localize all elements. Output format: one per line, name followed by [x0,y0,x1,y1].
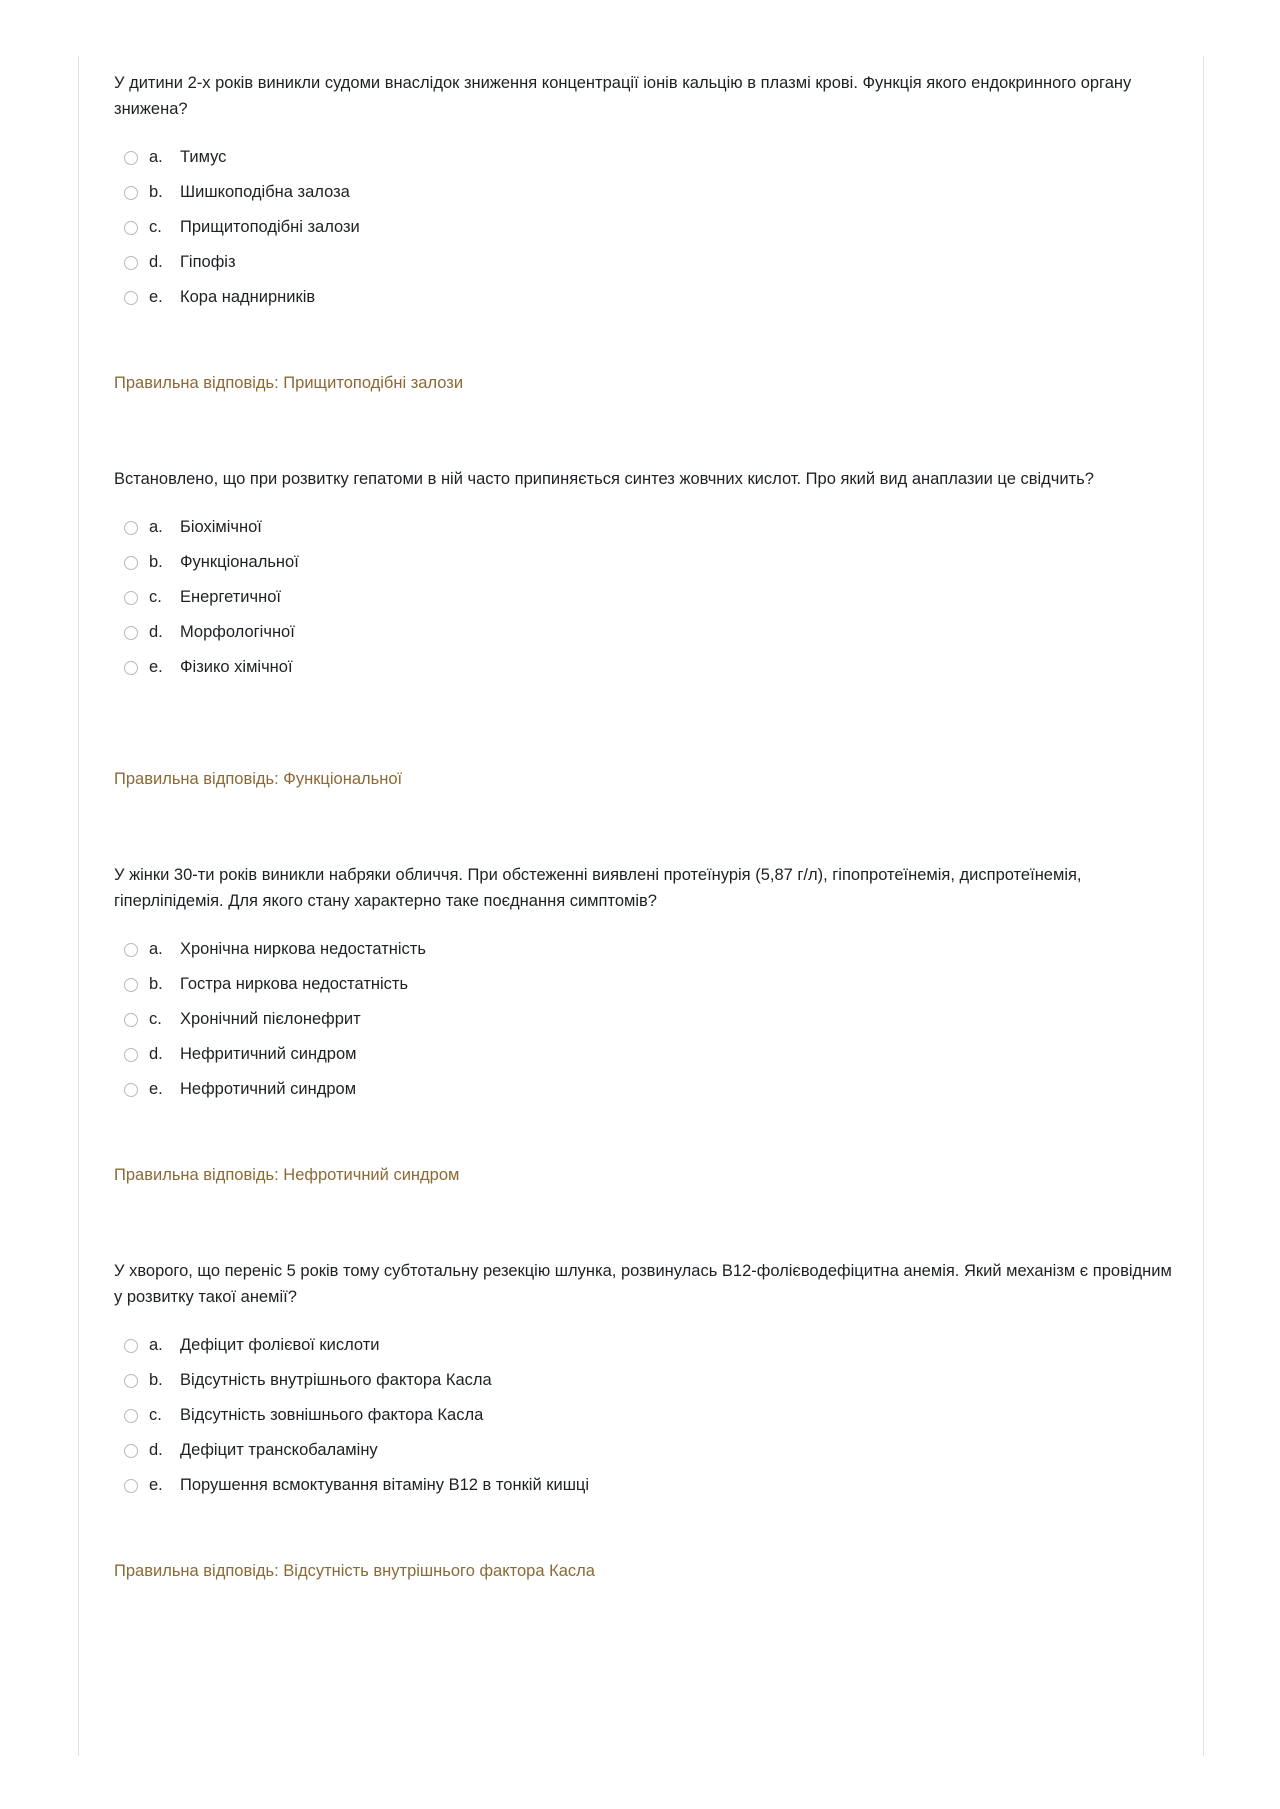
question-block [114,466,1174,862]
answer-list [114,140,1174,315]
quiz-review [114,70,1174,1654]
answer-letter: d. [149,623,163,641]
answer-label: Хронічна ниркова недостатність [180,940,426,958]
radio-button[interactable] [124,1083,138,1097]
radio-button[interactable] [124,1444,138,1458]
answer-option[interactable] [114,967,1174,1002]
answer-label: Біохімічної [180,518,262,536]
answer-letter: b. [149,553,163,571]
answer-option[interactable] [114,510,1174,545]
radio-button[interactable] [124,256,138,270]
answer-option[interactable] [114,1398,1174,1433]
answer-letter: e. [149,1476,163,1494]
question-text: Встановлено, що при розвитку гепатоми в ній часто припиняється синтез жовчних кислот. Про який вид анаплазии це свідчить? [114,470,1094,488]
answer-letter: e. [149,1080,163,1098]
correct-answer-feedback: Правильна відповідь: Відсутність внутрішнього фактора Касла [114,1562,595,1580]
radio-button[interactable] [124,151,138,165]
radio-button[interactable] [124,1374,138,1388]
correct-answer-feedback: Правильна відповідь: Прищитоподібні залози [114,374,464,392]
answer-option[interactable] [114,1433,1174,1468]
answer-letter: a. [149,1336,163,1354]
answer-option[interactable] [114,615,1174,650]
radio-button[interactable] [124,978,138,992]
answer-letter: b. [149,975,163,993]
answer-option[interactable] [114,140,1174,175]
answer-option[interactable] [114,650,1174,685]
radio-button[interactable] [124,1339,138,1353]
answer-option[interactable] [114,1328,1174,1363]
answer-letter: e. [149,658,163,676]
answer-letter: d. [149,253,163,271]
answer-option[interactable] [114,245,1174,280]
radio-button[interactable] [124,1048,138,1062]
radio-button[interactable] [124,1013,138,1027]
answer-label: Відсутність внутрішнього фактора Касла [180,1371,492,1389]
answer-label: Гіпофіз [180,253,236,271]
radio-button[interactable] [124,661,138,675]
answer-label: Дефіцит фолієвої кислоти [180,1336,380,1354]
answer-label: Порушення всмоктування вітаміну В12 в тонкій кишці [180,1476,590,1494]
radio-button[interactable] [124,291,138,305]
answer-list [114,932,1174,1107]
radio-button[interactable] [124,521,138,535]
question-text: У жінки 30-ти років виникли набряки обличчя. При обстеженні виявлені протеїнурія (5,87 г/л), гіпопротеїнемія, диспротеїнемія, гіперліпідемія. Для якого стану характерно таке поєднання симптомів? [114,866,1082,910]
radio-button[interactable] [124,221,138,235]
answer-label: Гостра ниркова недостатність [180,975,409,993]
answer-letter: c. [149,588,162,606]
answer-letter: d. [149,1441,163,1459]
answer-letter: c. [149,218,162,236]
answer-label: Дефіцит транскобаламіну [180,1441,378,1459]
answer-letter: a. [149,148,163,166]
answer-list [114,1328,1174,1503]
answer-option[interactable] [114,1072,1174,1107]
answer-label: Нефротичний синдром [180,1080,357,1098]
answer-option[interactable] [114,545,1174,580]
answer-letter: b. [149,183,163,201]
answer-option[interactable] [114,932,1174,967]
answer-label: Кора наднирників [180,288,316,306]
correct-answer-feedback: Правильна відповідь: Функціональної [114,770,403,788]
answer-label: Морфологічної [180,623,295,641]
radio-button[interactable] [124,943,138,957]
answer-letter: d. [149,1045,163,1063]
answer-option[interactable] [114,580,1174,615]
answer-label: Хронічний пієлонефрит [180,1010,361,1028]
answer-list [114,510,1174,685]
answer-label: Шишкоподібна залоза [180,183,350,201]
radio-button[interactable] [124,626,138,640]
radio-button[interactable] [124,1479,138,1493]
answer-letter: e. [149,288,163,306]
answer-label: Функціональної [180,553,299,571]
answer-label: Відсутність зовнішнього фактора Касла [180,1406,484,1424]
answer-label: Енергетичної [180,588,281,606]
question-text: У дитини 2-х років виникли судоми внаслідок зниження концентрації іонів кальцію в плазмі крові. Функція якого ендокринного органу знижена? [114,74,1132,118]
answer-label: Нефритичний синдром [180,1045,357,1063]
radio-button[interactable] [124,591,138,605]
answer-letter: b. [149,1371,163,1389]
answer-option[interactable] [114,1468,1174,1503]
answer-option[interactable] [114,1002,1174,1037]
answer-label: Тимус [180,148,227,166]
radio-button[interactable] [124,186,138,200]
question-block [114,1258,1174,1654]
answer-label: Фізико хімічної [180,658,293,676]
question-text: У хворого, що переніс 5 років тому субтотальну резекцію шлунка, розвинулась В12-фолієводефіцитна анемія. Який механізм є провідним у розвитку такої анемії? [114,1262,1172,1306]
radio-button[interactable] [124,556,138,570]
answer-letter: c. [149,1406,162,1424]
answer-letter: c. [149,1010,162,1028]
answer-option[interactable] [114,280,1174,315]
answer-option[interactable] [114,210,1174,245]
radio-button[interactable] [124,1409,138,1423]
correct-answer-feedback: Правильна відповідь: Нефротичний синдром [114,1166,460,1184]
answer-option[interactable] [114,1037,1174,1072]
question-block [114,70,1174,466]
question-block [114,862,1174,1258]
answer-option[interactable] [114,175,1174,210]
answer-letter: a. [149,940,163,958]
answer-letter: a. [149,518,163,536]
answer-option[interactable] [114,1363,1174,1398]
answer-label: Прищитоподібні залози [180,218,360,236]
